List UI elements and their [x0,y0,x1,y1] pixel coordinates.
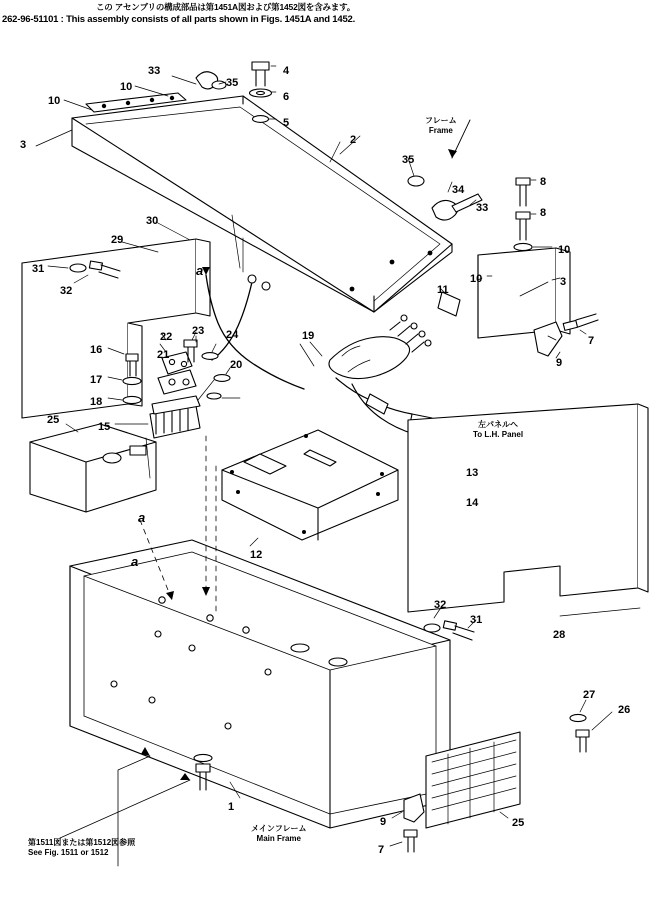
callout-number: 31 [32,263,45,275]
callout-number: 22 [160,331,173,343]
header-en-text: 262-96-51101 : This assembly consists of all parts shown in Figs. 1451A and 1452. [2,14,356,25]
callout-number: 1 [228,801,235,813]
section-letter: a [138,510,146,525]
note-to-lh-panel-jp: 左パネルへ [478,420,519,429]
note-main-frame-jp: メインフレーム [251,824,307,833]
section-letter: a [196,263,204,278]
callout-number: 10 [558,244,571,256]
callout-number: 30 [146,215,159,227]
callout-number: 13 [466,467,479,479]
note-frame-en: Frame [428,126,453,135]
callout-number: 3 [560,276,567,288]
callout-number: 31 [470,614,483,626]
callout-number: 10 [470,273,483,285]
callout-number: 32 [60,285,73,297]
callout-number: 17 [90,374,103,386]
note-main-frame [251,824,307,844]
note-see-fig [28,838,135,858]
callout-number: 26 [618,704,631,716]
callout-number: 12 [250,549,263,561]
callout-number: 4 [283,65,290,77]
callout-number: 6 [283,91,290,103]
callout-number: 10 [48,95,61,107]
callout-number: 35 [226,77,239,89]
callout-number: 15 [98,421,111,433]
callout-number: 25 [47,414,60,426]
callout-number: 2 [350,134,357,146]
callout-number: 7 [588,335,595,347]
callout-number: 9 [556,357,563,369]
callout-number: 27 [583,689,596,701]
callout-number: 5 [283,117,290,129]
note-frame [425,116,457,136]
callout-number: 25 [512,817,525,829]
callout-number: 8 [540,176,547,188]
callout-number: 9 [380,816,387,828]
note-to-lh-panel [473,420,523,440]
callout-number: 3 [20,139,27,151]
note-to-lh-panel-en: To L.H. Panel [473,430,524,439]
callout-number: 19 [302,330,315,342]
callout-number: 11 [437,284,449,296]
callout-number: 7 [378,844,385,856]
callout-number: 28 [553,629,566,641]
callout-number: 14 [466,497,479,509]
callout-number: 23 [192,325,205,337]
note-main-frame-en: Main Frame [256,834,301,843]
callout-number: 33 [148,65,161,77]
callout-number: 8 [540,207,547,219]
callout-number: 35 [402,154,415,166]
callout-number: 24 [226,329,239,341]
section-letter: a [131,554,139,569]
callout-number: 34 [452,184,465,196]
callout-number: 33 [476,202,489,214]
callout-number: 29 [111,234,124,246]
note-see-fig-en: See Fig. 1511 or 1512 [28,848,109,857]
callout-number: 16 [90,344,103,356]
callout-number: 18 [90,396,103,408]
note-see-fig-jp: 第1511図または第1512図参照 [28,838,136,847]
note-frame-jp: フレーム [425,116,457,125]
header-jp-text: この アセンブリの構成部品は第1451A図および第1452図を含みます。 [96,2,356,12]
callout-number: 10 [120,81,133,93]
callout-number: 32 [434,599,447,611]
callout-number: 21 [157,349,170,361]
callout-number: 20 [230,359,243,371]
